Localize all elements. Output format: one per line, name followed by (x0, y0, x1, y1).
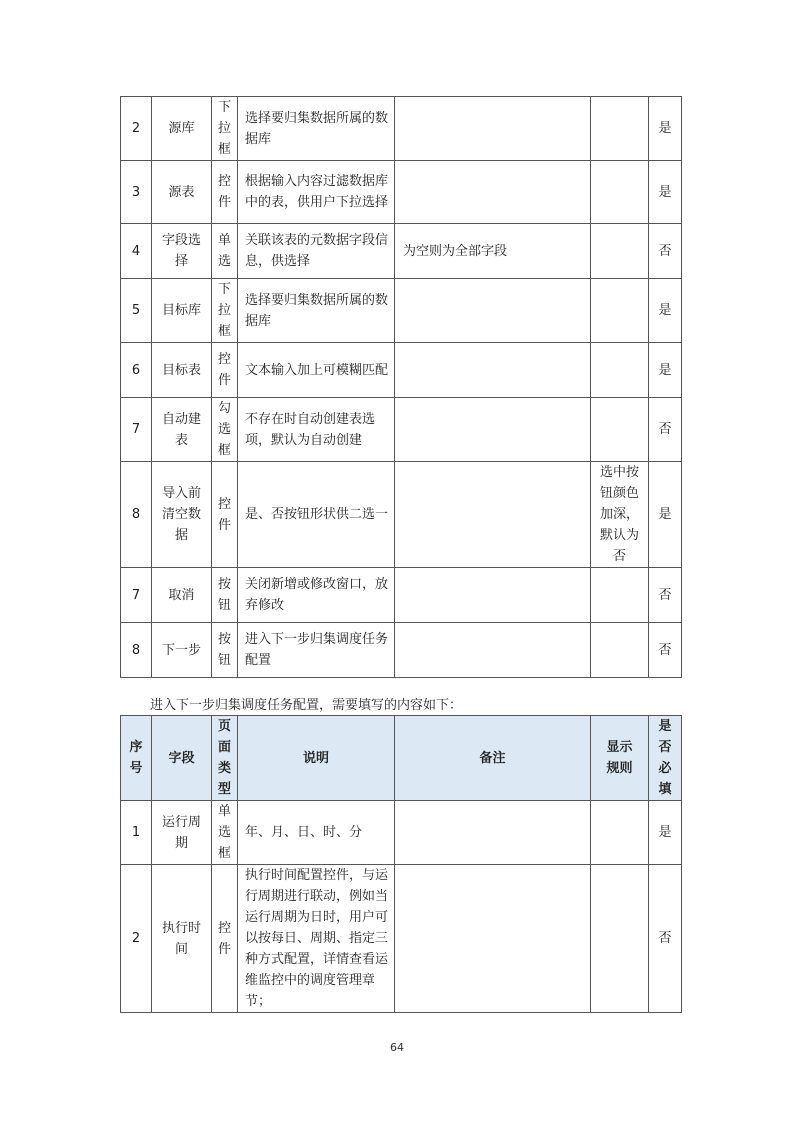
field-spec-table-2 (120, 715, 682, 1013)
table-row (121, 343, 682, 398)
page-number: 64 (390, 1041, 404, 1054)
row-description: 选择要归集数据所属的数据库 (238, 279, 395, 343)
intro-text: 进入下一步归集调度任务配置，需要填写的内容如下： (150, 698, 463, 713)
field-spec-table-1 (120, 96, 682, 678)
table-row (121, 568, 682, 623)
row-note (395, 97, 591, 161)
table-header-row (121, 716, 682, 801)
row-field: 字段选择 (152, 224, 212, 279)
row-page-type: 下拉框 (212, 279, 238, 343)
row-number: 1 (121, 801, 152, 865)
header-desc: 说明 (238, 716, 395, 801)
row-display-rule (591, 623, 649, 678)
table-row (121, 801, 682, 865)
row-note (395, 462, 591, 568)
row-display-rule (591, 161, 649, 224)
row-note (395, 865, 591, 1013)
row-field: 运行周期 (152, 801, 212, 865)
row-required: 是 (649, 801, 682, 865)
row-description: 不存在时自动创建表选项，默认为自动创建 (238, 398, 395, 462)
row-note (395, 801, 591, 865)
row-page-type: 单选 (212, 224, 238, 279)
row-field: 目标表 (152, 343, 212, 398)
row-required: 否 (649, 568, 682, 623)
row-description: 根据输入内容过滤数据库中的表，供用户下拉选择 (238, 161, 395, 224)
row-number: 7 (121, 568, 152, 623)
table-row (121, 279, 682, 343)
header-field: 字段 (152, 716, 212, 801)
row-note (395, 623, 591, 678)
row-display-rule (591, 865, 649, 1013)
row-description: 年、月、日、时、分 (238, 801, 395, 865)
row-note (395, 343, 591, 398)
row-page-type: 控件 (212, 161, 238, 224)
table-row (121, 224, 682, 279)
row-field: 下一步 (152, 623, 212, 678)
row-note (395, 279, 591, 343)
row-page-type: 下拉框 (212, 97, 238, 161)
table-row (121, 865, 682, 1013)
row-required: 是 (649, 343, 682, 398)
row-number: 4 (121, 224, 152, 279)
header-type: 页面类型 (212, 716, 238, 801)
row-description: 关闭新增或修改窗口，放弃修改 (238, 568, 395, 623)
row-number: 2 (121, 97, 152, 161)
row-field: 取消 (152, 568, 212, 623)
row-display-rule: 选中按钮颜色加深，默认为否 (591, 462, 649, 568)
row-field: 目标库 (152, 279, 212, 343)
table-row (121, 462, 682, 568)
row-description: 关联该表的元数据字段信息，供选择 (238, 224, 395, 279)
row-note (395, 398, 591, 462)
row-required: 否 (649, 398, 682, 462)
row-required: 是 (649, 97, 682, 161)
row-field: 执行时间 (152, 865, 212, 1013)
row-page-type: 按钮 (212, 568, 238, 623)
row-page-type: 按钮 (212, 623, 238, 678)
row-display-rule (591, 568, 649, 623)
table-row (121, 398, 682, 462)
row-description: 进入下一步归集调度任务配置 (238, 623, 395, 678)
row-note (395, 568, 591, 623)
table-row (121, 161, 682, 224)
header-note: 备注 (395, 716, 591, 801)
row-number: 8 (121, 462, 152, 568)
row-description: 文本输入加上可模糊匹配 (238, 343, 395, 398)
row-number: 2 (121, 865, 152, 1013)
table-row (121, 623, 682, 678)
row-field: 源表 (152, 161, 212, 224)
row-required: 否 (649, 865, 682, 1013)
row-display-rule (591, 97, 649, 161)
row-page-type: 控件 (212, 865, 238, 1013)
row-page-type: 控件 (212, 462, 238, 568)
row-field: 自动建表 (152, 398, 212, 462)
row-required: 否 (649, 623, 682, 678)
row-page-type: 控件 (212, 343, 238, 398)
row-display-rule (591, 801, 649, 865)
header-display: 显示规则 (591, 716, 649, 801)
row-number: 8 (121, 623, 152, 678)
row-required: 是 (649, 161, 682, 224)
row-description: 选择要归集数据所属的数据库 (238, 97, 395, 161)
row-page-type: 勾选框 (212, 398, 238, 462)
row-display-rule (591, 398, 649, 462)
row-description: 是、否按钮形状供二选一 (238, 462, 395, 568)
header-no: 序号 (121, 716, 152, 801)
row-number: 5 (121, 279, 152, 343)
row-note (395, 161, 591, 224)
row-number: 6 (121, 343, 152, 398)
row-display-rule (591, 343, 649, 398)
table-row (121, 97, 682, 161)
row-number: 7 (121, 398, 152, 462)
row-field: 源库 (152, 97, 212, 161)
row-required: 是 (649, 279, 682, 343)
row-note: 为空则为全部字段 (395, 224, 591, 279)
row-number: 3 (121, 161, 152, 224)
row-display-rule (591, 224, 649, 279)
row-required: 否 (649, 224, 682, 279)
row-page-type: 单选框 (212, 801, 238, 865)
row-display-rule (591, 279, 649, 343)
header-required: 是否必填 (649, 716, 682, 801)
row-required: 是 (649, 462, 682, 568)
row-description: 执行时间配置控件，与运行周期进行联动，例如当运行周期为日时，用户可以按每日、周期、指定三种方式配置，详情查看运维监控中的调度管理章节； (238, 865, 395, 1013)
row-field: 导入前清空数据 (152, 462, 212, 568)
